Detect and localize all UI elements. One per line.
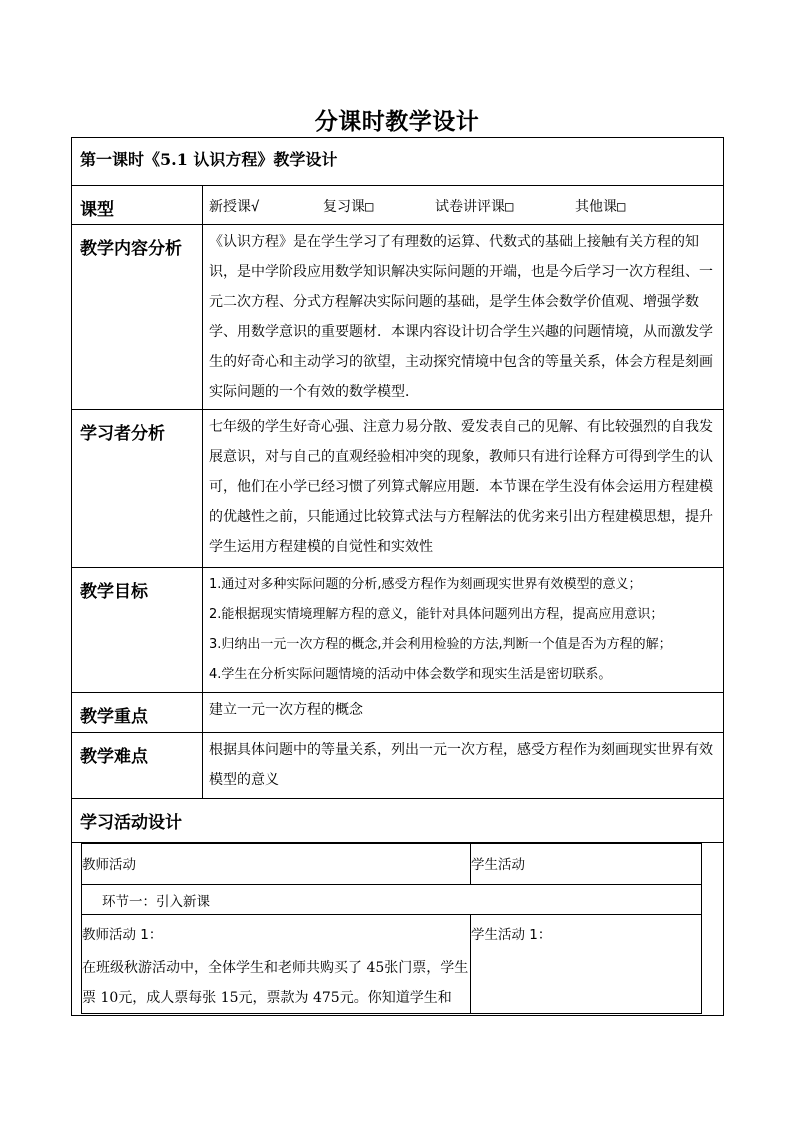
difficulty-label: 教学难点 [72, 733, 203, 799]
step-row [82, 885, 702, 915]
goal-item: 1.通过对多种实际问题的分析,感受方程作为刻画现实世界有效模型的意义； [209, 577, 642, 592]
teacher-activity-1-text: 在班级秋游活动中，全体学生和老师共购买了 45张门票，学生票 10元，成人票每张 15元，票款为 475元。你知道学生和 [82, 960, 469, 1006]
learner-analysis-text: 七年级的学生好奇心强、注意力易分散、爱发表自己的见解、有比较强烈的自我发展意识，对与自己的直观经验相冲突的现象，教师只有进行诠释方可得到学生的认可，他们在小学已经习惯了列算式解应用题．本节课在学生没有体会运用方程建模的优越性之前，只能通过比较算式法与方程解法的优劣来引出方程建模思想，提升学生运用方程建模的自觉性和实效性 [203, 410, 724, 568]
step-1-label: 环节一：引入新课 [82, 885, 702, 915]
content-analysis-label: 教学内容分析 [72, 225, 203, 410]
goal-item: 4.学生在分析实际问题情境的活动中体会数学和现实生活是密切联系。 [209, 667, 612, 682]
difficulty-row [72, 733, 724, 799]
type-option-new: 新授课√ [209, 199, 260, 215]
type-option-other: 其他课□ [575, 199, 626, 215]
activity-label: 学习活动设计 [72, 799, 724, 843]
activity-1-row [82, 915, 702, 1014]
teacher-activity-1 [82, 915, 471, 1014]
goal-item: 2.能根据现实情境理解方程的意义，能针对具体问题列出方程，提高应用意识； [209, 607, 664, 622]
document-title: 分课时教学设计 [314, 108, 480, 135]
learner-analysis-row [72, 410, 724, 568]
goals-row [72, 568, 724, 693]
lesson-design-table [71, 137, 724, 1016]
type-option-review: 复习课□ [323, 199, 374, 215]
goals-label: 教学目标 [72, 568, 203, 693]
type-options [203, 186, 724, 225]
difficulty-text: 根据具体问题中的等量关系，列出一元一次方程，感受方程作为刻画现实世界有效模型的意义 [203, 733, 724, 799]
type-row [72, 186, 724, 225]
goal-item: 3.归纳出一元一次方程的概念,并会利用检验的方法,判断一个值是否为方程的解； [209, 637, 672, 652]
learner-analysis-label: 学习者分析 [72, 410, 203, 568]
key-point-row [72, 693, 724, 733]
key-point-text: 建立一元一次方程的概念 [203, 693, 724, 733]
activity-table [81, 843, 702, 1014]
teacher-header: 教师活动 [82, 844, 471, 885]
activity-body-row [72, 843, 724, 1016]
lesson-title-row [72, 138, 724, 186]
student-activity-1 [471, 915, 702, 1014]
student-header: 学生活动 [471, 844, 702, 885]
student-activity-1-label: 学生活动 1： [471, 927, 552, 943]
content-analysis-row [72, 225, 724, 410]
activity-head-row [82, 844, 702, 885]
goals-list [203, 568, 724, 693]
type-option-exam-review: 试卷讲评课□ [435, 199, 514, 215]
lesson-title: 第一课时《5.1 认识方程》教学设计 [72, 138, 724, 186]
type-label: 课型 [72, 186, 203, 225]
content-analysis-text: 《认识方程》是在学生学习了有理数的运算、代数式的基础上接触有关方程的知识，是中学阶段应用数学知识解决实际问题的开端，也是今后学习一次方程组、一元二次方程、分式方程解决实际问题的基础，是学生体会数学价值观、增强学数学、用数学意识的重要题材．本课内容设计切合学生兴趣的问题情境，从而激发学生的好奇心和主动学习的欲望，主动探究情境中包含的等量关系，体会方程是刻画实际问题的一个有效的数学模型． [203, 225, 724, 410]
activity-body [72, 843, 724, 1016]
teacher-activity-1-label: 教师活动 1： [82, 927, 163, 943]
key-point-label: 教学重点 [72, 693, 203, 733]
activity-header-row [72, 799, 724, 843]
